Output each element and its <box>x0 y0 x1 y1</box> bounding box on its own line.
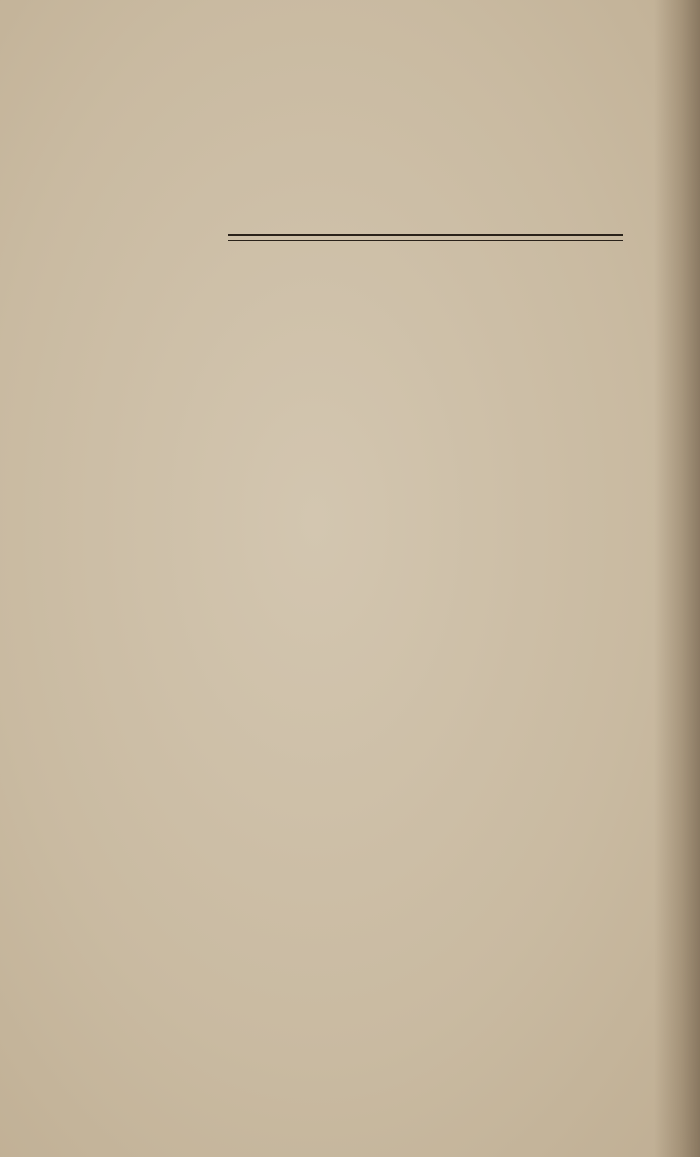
section-divider-rule <box>228 234 623 241</box>
page-header <box>228 135 628 155</box>
page-spine-shadow <box>654 0 700 1157</box>
drop-cap <box>230 273 256 303</box>
